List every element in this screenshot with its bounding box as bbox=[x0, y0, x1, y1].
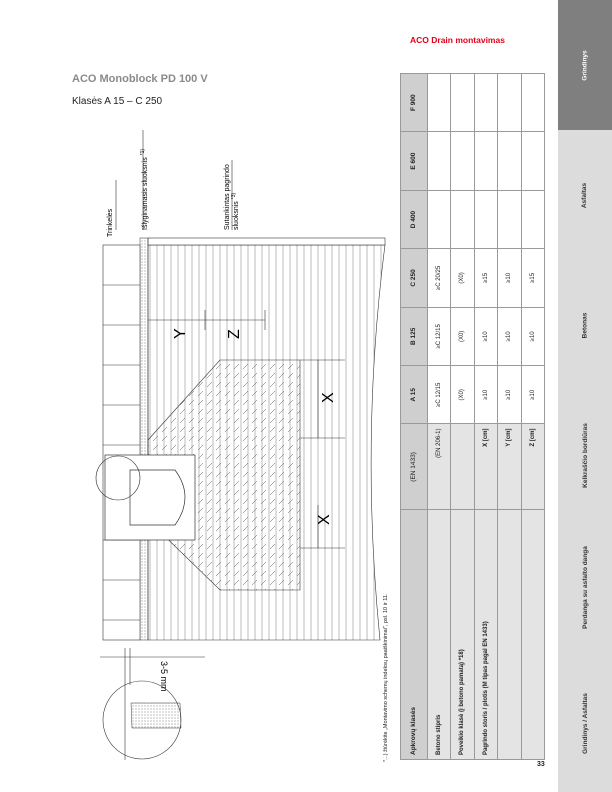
cell bbox=[498, 74, 521, 132]
dim-x-label-2: X bbox=[316, 514, 333, 525]
table-header-row bbox=[401, 74, 428, 760]
cell bbox=[521, 74, 544, 132]
cell: ≥10 bbox=[498, 307, 521, 365]
header-label: Apkrovų klasės bbox=[401, 510, 428, 760]
cell bbox=[521, 132, 544, 190]
cell: ≥C 12/15 bbox=[427, 307, 450, 365]
cell bbox=[451, 190, 474, 248]
col-e600: E 600 bbox=[401, 132, 428, 190]
tab-label: Betonas bbox=[581, 312, 589, 338]
row-std: (EN 206-1) bbox=[427, 424, 450, 510]
cell bbox=[474, 74, 497, 132]
cell bbox=[474, 132, 497, 190]
label-base-2: sluoksnis $^{*3)}$ bbox=[231, 192, 240, 230]
cell bbox=[521, 190, 544, 248]
cell: (X0) bbox=[451, 307, 474, 365]
cell: ≥C 20/25 bbox=[427, 249, 450, 307]
cell bbox=[474, 190, 497, 248]
table-row bbox=[427, 74, 450, 760]
cell: (X0) bbox=[451, 249, 474, 307]
label-pavers: Trinkelės bbox=[107, 208, 114, 237]
col-f900: F 900 bbox=[401, 74, 428, 132]
cell: ≥10 bbox=[521, 307, 544, 365]
table-row bbox=[521, 74, 544, 760]
tab-label: Asfaltas bbox=[581, 182, 589, 208]
label-base: Sutankintas pagrindo bbox=[224, 164, 231, 230]
tab-kelkrascio-borduras[interactable] bbox=[558, 390, 612, 520]
row-std bbox=[451, 424, 474, 510]
pavers bbox=[103, 245, 140, 640]
top-band bbox=[148, 238, 385, 245]
col-d400: D 400 bbox=[401, 190, 428, 248]
row-std: Y [cm] bbox=[498, 424, 521, 510]
product-subtitle: Klasės A 15 – C 250 bbox=[72, 96, 163, 107]
channel bbox=[105, 455, 195, 540]
row-label bbox=[521, 510, 544, 760]
tab-perdanga[interactable] bbox=[558, 520, 612, 655]
row-label: Betono stipris bbox=[427, 510, 450, 760]
cell bbox=[427, 190, 450, 248]
table-row bbox=[498, 74, 521, 760]
detail-gap-label: 3-5 mm bbox=[159, 661, 169, 692]
section-sidebar bbox=[558, 0, 612, 792]
cell: ≥15 bbox=[474, 249, 497, 307]
tab-label: Kelkraščio bordiūras bbox=[581, 422, 589, 488]
tab-label: Perdanga su asfalto danga bbox=[581, 546, 589, 629]
footnote: *...) žiūrėkite „Montavimo schemų indeksų paaiškinimai", psl. 10 ir 11. bbox=[383, 593, 389, 762]
tab-betonas[interactable] bbox=[558, 260, 612, 390]
tab-asfaltas[interactable] bbox=[558, 130, 612, 260]
detail-view bbox=[100, 648, 205, 760]
cell: ≥10 bbox=[498, 249, 521, 307]
section-header: ACO Drain montavimas bbox=[410, 35, 505, 45]
header-std: (EN 1433) bbox=[401, 424, 428, 510]
dim-z-label: Z bbox=[226, 329, 243, 339]
cell bbox=[498, 190, 521, 248]
cell: ≥10 bbox=[521, 366, 544, 424]
cell bbox=[427, 74, 450, 132]
cell: ≥10 bbox=[474, 307, 497, 365]
cell: (X0) bbox=[451, 366, 474, 424]
col-c250: C 250 bbox=[401, 249, 428, 307]
col-a15: A 15 bbox=[401, 366, 428, 424]
requirements-table bbox=[400, 73, 545, 760]
dim-x-label: X bbox=[320, 392, 337, 403]
row-label bbox=[498, 510, 521, 760]
row-std: Z [cm] bbox=[521, 424, 544, 510]
col-b125: B 125 bbox=[401, 307, 428, 365]
table-row bbox=[451, 74, 474, 760]
bedding-layer bbox=[140, 238, 148, 640]
cell bbox=[451, 132, 474, 190]
page-number: 33 bbox=[537, 761, 545, 768]
cell bbox=[498, 132, 521, 190]
tab-label: Grindinys / Asfaltas bbox=[581, 693, 589, 754]
dim-y-label: Y bbox=[172, 328, 189, 339]
cell bbox=[451, 74, 474, 132]
cell: ≥10 bbox=[474, 366, 497, 424]
label-bedding: Išlyginamasis sluoksnis $^{*1)}$ bbox=[140, 148, 149, 230]
table-row bbox=[474, 74, 497, 760]
row-label: Pagrindo storis / plotis (M tipas pagal EN 1433) bbox=[474, 510, 497, 760]
cell: ≥15 bbox=[521, 249, 544, 307]
tab-label: Grindinys bbox=[581, 49, 589, 81]
tab-grindinys-asfaltas[interactable] bbox=[558, 655, 612, 792]
row-std: X [cm] bbox=[474, 424, 497, 510]
product-title: ACO Monoblock PD 100 V bbox=[72, 73, 208, 85]
tab-grindinys[interactable] bbox=[558, 0, 612, 130]
cell bbox=[427, 132, 450, 190]
row-label: Poveikio klasė (į betono pamatą) *18) bbox=[451, 510, 474, 760]
cell: ≥10 bbox=[498, 366, 521, 424]
cell: ≥C 12/15 bbox=[427, 366, 450, 424]
